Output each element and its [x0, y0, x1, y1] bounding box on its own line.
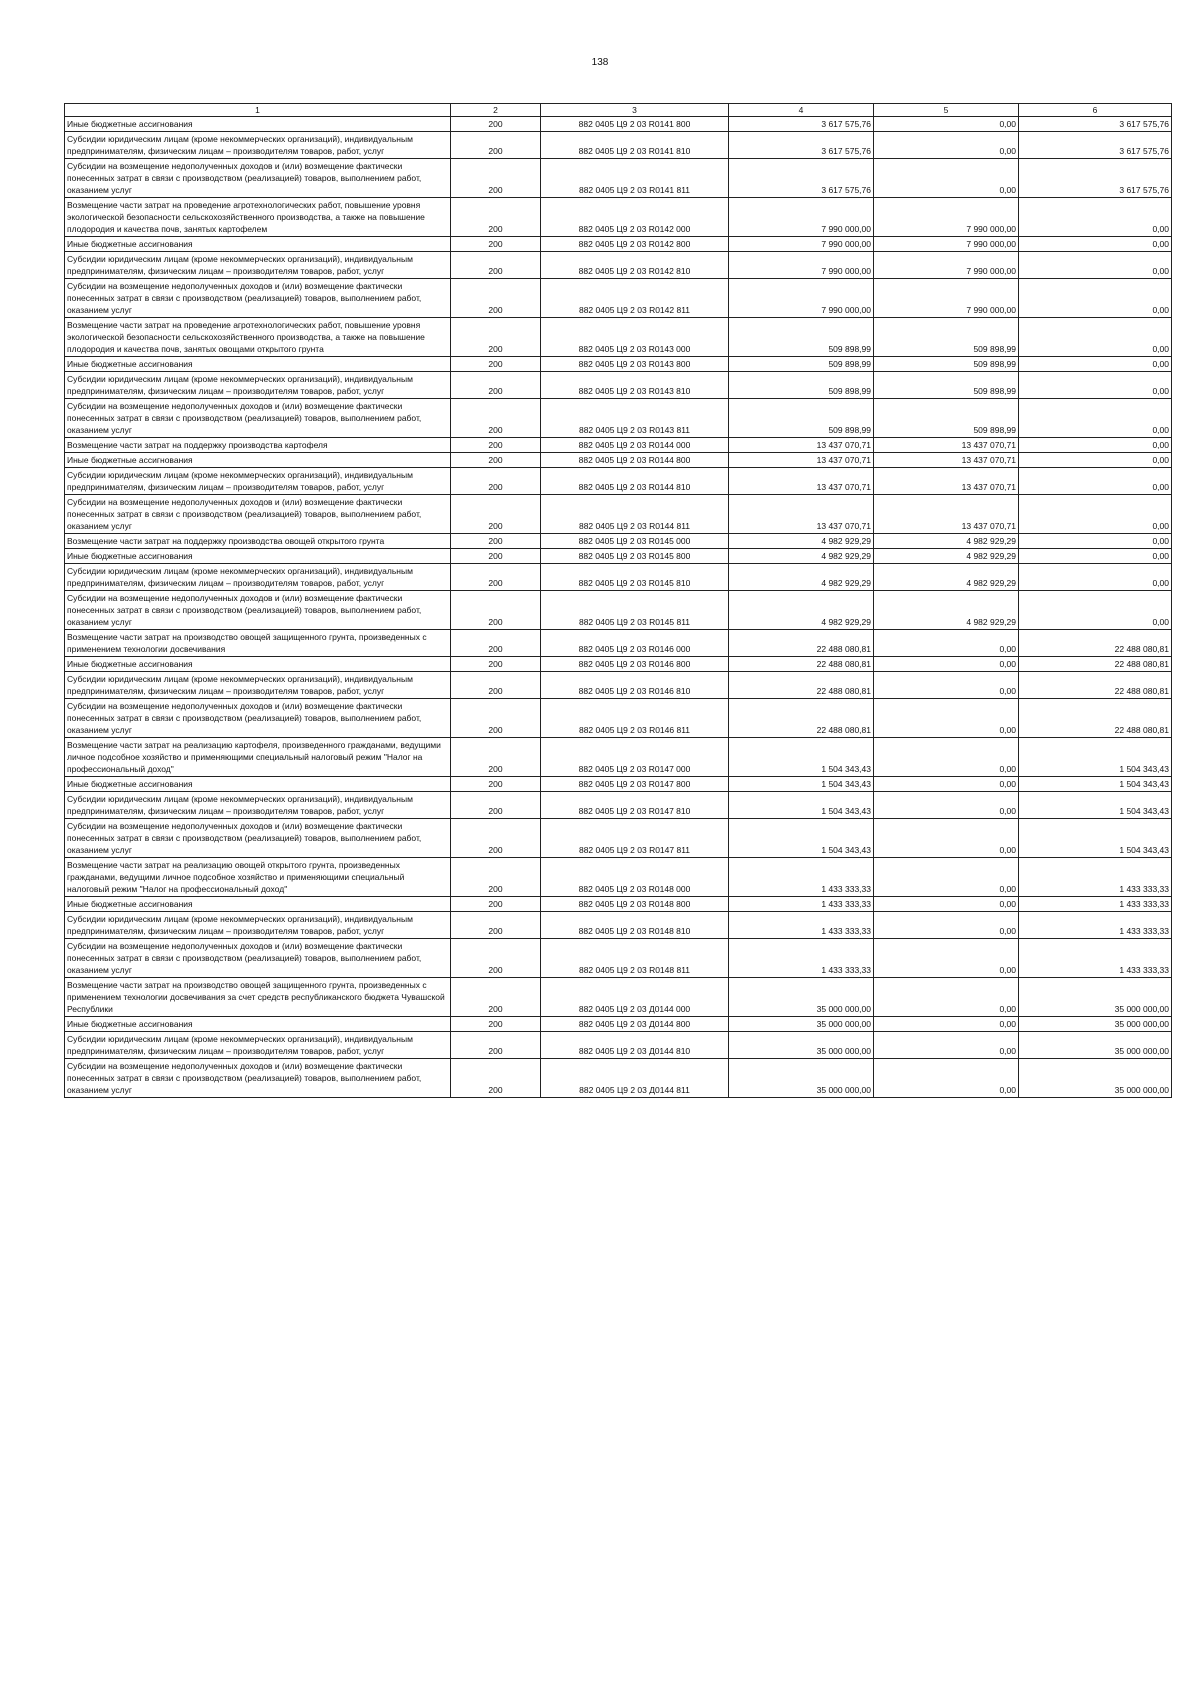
- table-row: [65, 534, 1172, 549]
- row-value-col4: 4 982 929,29: [729, 549, 874, 564]
- table-row: [65, 279, 1172, 318]
- row-value-col6: 0,00: [1019, 564, 1172, 591]
- row-name: Субсидии на возмещение недополученных доходов и (или) возмещение фактически понесенных затрат в связи с производством (реализацией) товаров, выполнением работ, оказанием услуг: [65, 819, 451, 858]
- table-row: [65, 549, 1172, 564]
- row-value-col4: 3 617 575,76: [729, 159, 874, 198]
- row-value-col6: 1 504 343,43: [1019, 738, 1172, 777]
- table-row: [65, 858, 1172, 897]
- row-admin-code: 200: [451, 549, 541, 564]
- row-value-col5: 0,00: [874, 1059, 1019, 1098]
- row-value-col4: 13 437 070,71: [729, 468, 874, 495]
- row-name: Иные бюджетные ассигнования: [65, 897, 451, 912]
- row-value-col5: 509 898,99: [874, 318, 1019, 357]
- row-name: Иные бюджетные ассигнования: [65, 549, 451, 564]
- row-value-col4: 35 000 000,00: [729, 1059, 874, 1098]
- row-value-col5: 0,00: [874, 132, 1019, 159]
- row-name: Иные бюджетные ассигнования: [65, 1017, 451, 1032]
- table-row: [65, 252, 1172, 279]
- row-name: Субсидии на возмещение недополученных доходов и (или) возмещение фактически понесенных затрат в связи с производством (реализацией) товаров, выполнением работ, оказанием услуг: [65, 399, 451, 438]
- row-value-col5: 13 437 070,71: [874, 438, 1019, 453]
- row-budget-code: 882 0405 Ц9 2 03 R0145 811: [541, 591, 729, 630]
- row-value-col5: 0,00: [874, 912, 1019, 939]
- row-value-col6: 22 488 080,81: [1019, 657, 1172, 672]
- row-name: Субсидии на возмещение недополученных доходов и (или) возмещение фактически понесенных затрат в связи с производством (реализацией) товаров, выполнением работ, оказанием услуг: [65, 591, 451, 630]
- row-budget-code: 882 0405 Ц9 2 03 R0147 800: [541, 777, 729, 792]
- row-budget-code: 882 0405 Ц9 2 03 R0141 811: [541, 159, 729, 198]
- row-name: Субсидии юридическим лицам (кроме некоммерческих организаций), индивидуальным предпринимателям, физическим лицам – производителям товаров, работ, услуг: [65, 468, 451, 495]
- row-budget-code: 882 0405 Ц9 2 03 Д0144 800: [541, 1017, 729, 1032]
- row-value-col4: 7 990 000,00: [729, 198, 874, 237]
- row-value-col5: 13 437 070,71: [874, 468, 1019, 495]
- row-value-col4: 3 617 575,76: [729, 117, 874, 132]
- row-name: Возмещение части затрат на проведение агротехнологических работ, повышение уровня экологической безопасности сельскохозяйственного производства, а также на повышение плодородия и качества почв, занятых овощами открытого грунта: [65, 318, 451, 357]
- row-budget-code: 882 0405 Ц9 2 03 Д0144 000: [541, 978, 729, 1017]
- row-value-col5: 7 990 000,00: [874, 252, 1019, 279]
- row-value-col6: 35 000 000,00: [1019, 978, 1172, 1017]
- row-admin-code: 200: [451, 1059, 541, 1098]
- row-name: Иные бюджетные ассигнования: [65, 777, 451, 792]
- row-value-col6: 35 000 000,00: [1019, 1032, 1172, 1059]
- row-value-col5: 0,00: [874, 792, 1019, 819]
- row-value-col4: 4 982 929,29: [729, 534, 874, 549]
- row-budget-code: 882 0405 Ц9 2 03 R0145 000: [541, 534, 729, 549]
- row-value-col6: 3 617 575,76: [1019, 117, 1172, 132]
- row-value-col6: 1 504 343,43: [1019, 819, 1172, 858]
- row-value-col4: 1 504 343,43: [729, 819, 874, 858]
- table-row: [65, 237, 1172, 252]
- table-row: [65, 657, 1172, 672]
- row-value-col4: 1 504 343,43: [729, 738, 874, 777]
- row-value-col5: 0,00: [874, 939, 1019, 978]
- row-value-col6: 0,00: [1019, 279, 1172, 318]
- row-name: Иные бюджетные ассигнования: [65, 117, 451, 132]
- table-row: [65, 792, 1172, 819]
- row-budget-code: 882 0405 Ц9 2 03 R0145 810: [541, 564, 729, 591]
- table-row: [65, 897, 1172, 912]
- row-value-col6: 1 433 333,33: [1019, 858, 1172, 897]
- column-numbers-row: [65, 104, 1172, 117]
- row-value-col5: 509 898,99: [874, 372, 1019, 399]
- row-value-col5: 7 990 000,00: [874, 237, 1019, 252]
- row-budget-code: 882 0405 Ц9 2 03 R0143 810: [541, 372, 729, 399]
- row-name: Субсидии юридическим лицам (кроме некоммерческих организаций), индивидуальным предпринимателям, физическим лицам – производителям товаров, работ, услуг: [65, 672, 451, 699]
- row-budget-code: 882 0405 Ц9 2 03 R0146 000: [541, 630, 729, 657]
- table-row: [65, 372, 1172, 399]
- row-value-col4: 22 488 080,81: [729, 657, 874, 672]
- row-budget-code: 882 0405 Ц9 2 03 R0146 800: [541, 657, 729, 672]
- row-budget-code: 882 0405 Ц9 2 03 R0147 000: [541, 738, 729, 777]
- table-row: [65, 399, 1172, 438]
- row-value-col5: 13 437 070,71: [874, 495, 1019, 534]
- row-value-col4: 3 617 575,76: [729, 132, 874, 159]
- row-admin-code: 200: [451, 495, 541, 534]
- row-admin-code: 200: [451, 777, 541, 792]
- row-name: Субсидии юридическим лицам (кроме некоммерческих организаций), индивидуальным предпринимателям, физическим лицам – производителям товаров, работ, услуг: [65, 252, 451, 279]
- row-name: Иные бюджетные ассигнования: [65, 357, 451, 372]
- row-value-col5: 0,00: [874, 630, 1019, 657]
- table-row: [65, 495, 1172, 534]
- row-value-col4: 509 898,99: [729, 372, 874, 399]
- row-admin-code: 200: [451, 591, 541, 630]
- row-budget-code: 882 0405 Ц9 2 03 R0142 800: [541, 237, 729, 252]
- row-value-col4: 7 990 000,00: [729, 279, 874, 318]
- row-value-col6: 22 488 080,81: [1019, 672, 1172, 699]
- row-value-col4: 4 982 929,29: [729, 591, 874, 630]
- row-value-col6: 0,00: [1019, 198, 1172, 237]
- row-value-col5: 13 437 070,71: [874, 453, 1019, 468]
- row-name: Субсидии юридическим лицам (кроме некоммерческих организаций), индивидуальным предпринимателям, физическим лицам – производителям товаров, работ, услуг: [65, 132, 451, 159]
- row-value-col4: 35 000 000,00: [729, 1017, 874, 1032]
- table-row: [65, 699, 1172, 738]
- row-value-col6: 0,00: [1019, 357, 1172, 372]
- row-admin-code: 200: [451, 657, 541, 672]
- table-row: [65, 939, 1172, 978]
- row-value-col6: 0,00: [1019, 237, 1172, 252]
- row-value-col5: 7 990 000,00: [874, 279, 1019, 318]
- row-value-col4: 509 898,99: [729, 357, 874, 372]
- table-row: [65, 468, 1172, 495]
- row-name: Субсидии на возмещение недополученных доходов и (или) возмещение фактически понесенных затрат в связи с производством (реализацией) товаров, выполнением работ, оказанием услуг: [65, 495, 451, 534]
- row-value-col5: 4 982 929,29: [874, 564, 1019, 591]
- row-admin-code: 200: [451, 279, 541, 318]
- row-name: Возмещение части затрат на поддержку производства картофеля: [65, 438, 451, 453]
- table-row: [65, 318, 1172, 357]
- row-name: Иные бюджетные ассигнования: [65, 657, 451, 672]
- row-value-col5: 4 982 929,29: [874, 549, 1019, 564]
- row-admin-code: 200: [451, 792, 541, 819]
- column-header-1: 1: [65, 104, 451, 117]
- row-admin-code: 200: [451, 534, 541, 549]
- row-value-col5: 0,00: [874, 978, 1019, 1017]
- row-value-col5: 4 982 929,29: [874, 534, 1019, 549]
- row-value-col6: 22 488 080,81: [1019, 699, 1172, 738]
- row-value-col5: 4 982 929,29: [874, 591, 1019, 630]
- row-admin-code: 200: [451, 453, 541, 468]
- row-name: Субсидии юридическим лицам (кроме некоммерческих организаций), индивидуальным предпринимателям, физическим лицам – производителям товаров, работ, услуг: [65, 1032, 451, 1059]
- row-admin-code: 200: [451, 858, 541, 897]
- row-value-col4: 35 000 000,00: [729, 1032, 874, 1059]
- row-value-col5: 0,00: [874, 159, 1019, 198]
- row-budget-code: 882 0405 Ц9 2 03 R0148 810: [541, 912, 729, 939]
- table-row: [65, 978, 1172, 1017]
- row-value-col4: 1 433 333,33: [729, 897, 874, 912]
- row-name: Субсидии юридическим лицам (кроме некоммерческих организаций), индивидуальным предпринимателям, физическим лицам – производителям товаров, работ, услуг: [65, 372, 451, 399]
- row-value-col6: 0,00: [1019, 468, 1172, 495]
- table-row: [65, 453, 1172, 468]
- table-row: [65, 591, 1172, 630]
- row-value-col6: 35 000 000,00: [1019, 1059, 1172, 1098]
- row-value-col5: 509 898,99: [874, 357, 1019, 372]
- row-budget-code: 882 0405 Ц9 2 03 R0146 810: [541, 672, 729, 699]
- row-budget-code: 882 0405 Ц9 2 03 R0146 811: [541, 699, 729, 738]
- column-header-4: 4: [729, 104, 874, 117]
- table-row: [65, 738, 1172, 777]
- column-header-2: 2: [451, 104, 541, 117]
- row-name: Субсидии на возмещение недополученных доходов и (или) возмещение фактически понесенных затрат в связи с производством (реализацией) товаров, выполнением работ, оказанием услуг: [65, 699, 451, 738]
- column-header-5: 5: [874, 104, 1019, 117]
- row-name: Возмещение части затрат на проведение агротехнологических работ, повышение уровня экологической безопасности сельскохозяйственного производства, а также на повышение плодородия и качества почв, занятых картофелем: [65, 198, 451, 237]
- row-name: Субсидии юридическим лицам (кроме некоммерческих организаций), индивидуальным предпринимателям, физическим лицам – производителям товаров, работ, услуг: [65, 792, 451, 819]
- row-admin-code: 200: [451, 117, 541, 132]
- row-name: Субсидии на возмещение недополученных доходов и (или) возмещение фактически понесенных затрат в связи с производством (реализацией) товаров, выполнением работ, оказанием услуг: [65, 1059, 451, 1098]
- row-name: Субсидии юридическим лицам (кроме некоммерческих организаций), индивидуальным предпринимателям, физическим лицам – производителям товаров, работ, услуг: [65, 912, 451, 939]
- table-row: [65, 132, 1172, 159]
- column-header-3: 3: [541, 104, 729, 117]
- row-admin-code: 200: [451, 198, 541, 237]
- row-admin-code: 200: [451, 897, 541, 912]
- row-value-col4: 7 990 000,00: [729, 252, 874, 279]
- row-budget-code: 882 0405 Ц9 2 03 R0144 811: [541, 495, 729, 534]
- row-budget-code: 882 0405 Ц9 2 03 Д0144 811: [541, 1059, 729, 1098]
- table-header: [65, 104, 1172, 117]
- row-budget-code: 882 0405 Ц9 2 03 R0148 811: [541, 939, 729, 978]
- row-value-col5: 0,00: [874, 1017, 1019, 1032]
- budget-table: [64, 103, 1172, 1098]
- row-value-col5: 0,00: [874, 819, 1019, 858]
- row-value-col6: 0,00: [1019, 591, 1172, 630]
- row-value-col6: 0,00: [1019, 495, 1172, 534]
- row-budget-code: 882 0405 Ц9 2 03 R0144 000: [541, 438, 729, 453]
- row-value-col4: 4 982 929,29: [729, 564, 874, 591]
- row-value-col6: 22 488 080,81: [1019, 630, 1172, 657]
- table-body: [65, 117, 1172, 1098]
- row-value-col5: 0,00: [874, 117, 1019, 132]
- row-budget-code: 882 0405 Ц9 2 03 R0143 800: [541, 357, 729, 372]
- row-budget-code: 882 0405 Ц9 2 03 R0144 810: [541, 468, 729, 495]
- row-admin-code: 200: [451, 738, 541, 777]
- row-admin-code: 200: [451, 318, 541, 357]
- row-admin-code: 200: [451, 438, 541, 453]
- row-admin-code: 200: [451, 159, 541, 198]
- row-budget-code: 882 0405 Ц9 2 03 R0147 811: [541, 819, 729, 858]
- row-admin-code: 200: [451, 468, 541, 495]
- row-value-col6: 1 504 343,43: [1019, 777, 1172, 792]
- row-value-col4: 22 488 080,81: [729, 630, 874, 657]
- table-row: [65, 912, 1172, 939]
- row-value-col4: 22 488 080,81: [729, 699, 874, 738]
- row-name: Субсидии на возмещение недополученных доходов и (или) возмещение фактически понесенных затрат в связи с производством (реализацией) товаров, выполнением работ, оказанием услуг: [65, 939, 451, 978]
- row-value-col4: 1 504 343,43: [729, 792, 874, 819]
- row-admin-code: 200: [451, 1032, 541, 1059]
- row-value-col6: 0,00: [1019, 453, 1172, 468]
- row-name: Возмещение части затрат на производство овощей защищенного грунта, произведенных с применением технологии досвечивания: [65, 630, 451, 657]
- row-budget-code: 882 0405 Ц9 2 03 R0148 800: [541, 897, 729, 912]
- row-budget-code: 882 0405 Ц9 2 03 R0141 800: [541, 117, 729, 132]
- table-row: [65, 117, 1172, 132]
- row-budget-code: 882 0405 Ц9 2 03 R0144 800: [541, 453, 729, 468]
- row-admin-code: 200: [451, 372, 541, 399]
- row-name: Возмещение части затрат на реализацию картофеля, произведенного гражданами, ведущими личное подсобное хозяйство и применяющими специальный налоговый режим "Налог на профессиональный доход": [65, 738, 451, 777]
- row-value-col6: 0,00: [1019, 438, 1172, 453]
- column-header-6: 6: [1019, 104, 1172, 117]
- row-admin-code: 200: [451, 1017, 541, 1032]
- row-value-col6: 0,00: [1019, 318, 1172, 357]
- row-budget-code: 882 0405 Ц9 2 03 Д0144 810: [541, 1032, 729, 1059]
- table-row: [65, 1017, 1172, 1032]
- table-row: [65, 438, 1172, 453]
- row-name: Иные бюджетные ассигнования: [65, 237, 451, 252]
- row-value-col5: 0,00: [874, 699, 1019, 738]
- table-row: [65, 564, 1172, 591]
- table-row: [65, 357, 1172, 372]
- row-value-col5: 0,00: [874, 777, 1019, 792]
- row-admin-code: 200: [451, 912, 541, 939]
- row-value-col6: 0,00: [1019, 399, 1172, 438]
- row-value-col6: 1 504 343,43: [1019, 792, 1172, 819]
- row-admin-code: 200: [451, 672, 541, 699]
- row-name: Возмещение части затрат на реализацию овощей открытого грунта, произведенных гражданами, ведущими личное подсобное хозяйство и применяющими специальный налоговый режим "Налог на профессиональный доход": [65, 858, 451, 897]
- row-value-col4: 1 433 333,33: [729, 912, 874, 939]
- row-value-col5: 0,00: [874, 858, 1019, 897]
- row-value-col6: 0,00: [1019, 549, 1172, 564]
- table-row: [65, 819, 1172, 858]
- row-value-col4: 1 504 343,43: [729, 777, 874, 792]
- table-row: [65, 777, 1172, 792]
- row-budget-code: 882 0405 Ц9 2 03 R0142 000: [541, 198, 729, 237]
- row-value-col6: 1 433 333,33: [1019, 912, 1172, 939]
- row-value-col4: 22 488 080,81: [729, 672, 874, 699]
- row-value-col4: 35 000 000,00: [729, 978, 874, 1017]
- row-admin-code: 200: [451, 399, 541, 438]
- table-row: [65, 1059, 1172, 1098]
- row-budget-code: 882 0405 Ц9 2 03 R0145 800: [541, 549, 729, 564]
- row-name: Возмещение части затрат на поддержку производства овощей открытого грунта: [65, 534, 451, 549]
- row-value-col6: 3 617 575,76: [1019, 132, 1172, 159]
- row-admin-code: 200: [451, 132, 541, 159]
- row-value-col4: 7 990 000,00: [729, 237, 874, 252]
- row-admin-code: 200: [451, 630, 541, 657]
- row-budget-code: 882 0405 Ц9 2 03 R0143 811: [541, 399, 729, 438]
- row-value-col6: 0,00: [1019, 534, 1172, 549]
- row-value-col4: 13 437 070,71: [729, 495, 874, 534]
- row-value-col4: 1 433 333,33: [729, 858, 874, 897]
- row-admin-code: 200: [451, 237, 541, 252]
- row-value-col6: 0,00: [1019, 372, 1172, 399]
- row-budget-code: 882 0405 Ц9 2 03 R0142 811: [541, 279, 729, 318]
- row-value-col6: 1 433 333,33: [1019, 897, 1172, 912]
- row-value-col5: 0,00: [874, 897, 1019, 912]
- table-row: [65, 672, 1172, 699]
- row-name: Иные бюджетные ассигнования: [65, 453, 451, 468]
- row-name: Субсидии на возмещение недополученных доходов и (или) возмещение фактически понесенных затрат в связи с производством (реализацией) товаров, выполнением работ, оказанием услуг: [65, 159, 451, 198]
- row-value-col6: 35 000 000,00: [1019, 1017, 1172, 1032]
- row-value-col4: 13 437 070,71: [729, 438, 874, 453]
- row-value-col5: 0,00: [874, 738, 1019, 777]
- row-admin-code: 200: [451, 252, 541, 279]
- row-value-col4: 13 437 070,71: [729, 453, 874, 468]
- row-value-col4: 509 898,99: [729, 318, 874, 357]
- row-value-col5: 0,00: [874, 672, 1019, 699]
- table-row: [65, 1032, 1172, 1059]
- row-budget-code: 882 0405 Ц9 2 03 R0142 810: [541, 252, 729, 279]
- table-row: [65, 159, 1172, 198]
- row-budget-code: 882 0405 Ц9 2 03 R0148 000: [541, 858, 729, 897]
- row-budget-code: 882 0405 Ц9 2 03 R0143 000: [541, 318, 729, 357]
- row-value-col6: 1 433 333,33: [1019, 939, 1172, 978]
- row-value-col5: 7 990 000,00: [874, 198, 1019, 237]
- row-admin-code: 200: [451, 564, 541, 591]
- row-value-col5: 509 898,99: [874, 399, 1019, 438]
- row-value-col4: 1 433 333,33: [729, 939, 874, 978]
- row-admin-code: 200: [451, 819, 541, 858]
- row-budget-code: 882 0405 Ц9 2 03 R0147 810: [541, 792, 729, 819]
- row-value-col4: 509 898,99: [729, 399, 874, 438]
- page-number: 138: [591, 57, 609, 68]
- row-value-col5: 0,00: [874, 657, 1019, 672]
- row-name: Возмещение части затрат на производство овощей защищенного грунта, произведенных с применением технологии досвечивания за счет средств республиканского бюджета Чувашской Республики: [65, 978, 451, 1017]
- row-admin-code: 200: [451, 699, 541, 738]
- table-row: [65, 198, 1172, 237]
- row-value-col5: 0,00: [874, 1032, 1019, 1059]
- row-admin-code: 200: [451, 357, 541, 372]
- row-admin-code: 200: [451, 978, 541, 1017]
- row-name: Субсидии на возмещение недополученных доходов и (или) возмещение фактически понесенных затрат в связи с производством (реализацией) товаров, выполнением работ, оказанием услуг: [65, 279, 451, 318]
- row-value-col6: 0,00: [1019, 252, 1172, 279]
- table-row: [65, 630, 1172, 657]
- row-admin-code: 200: [451, 939, 541, 978]
- row-value-col6: 3 617 575,76: [1019, 159, 1172, 198]
- row-name: Субсидии юридическим лицам (кроме некоммерческих организаций), индивидуальным предпринимателям, физическим лицам – производителям товаров, работ, услуг: [65, 564, 451, 591]
- row-budget-code: 882 0405 Ц9 2 03 R0141 810: [541, 132, 729, 159]
